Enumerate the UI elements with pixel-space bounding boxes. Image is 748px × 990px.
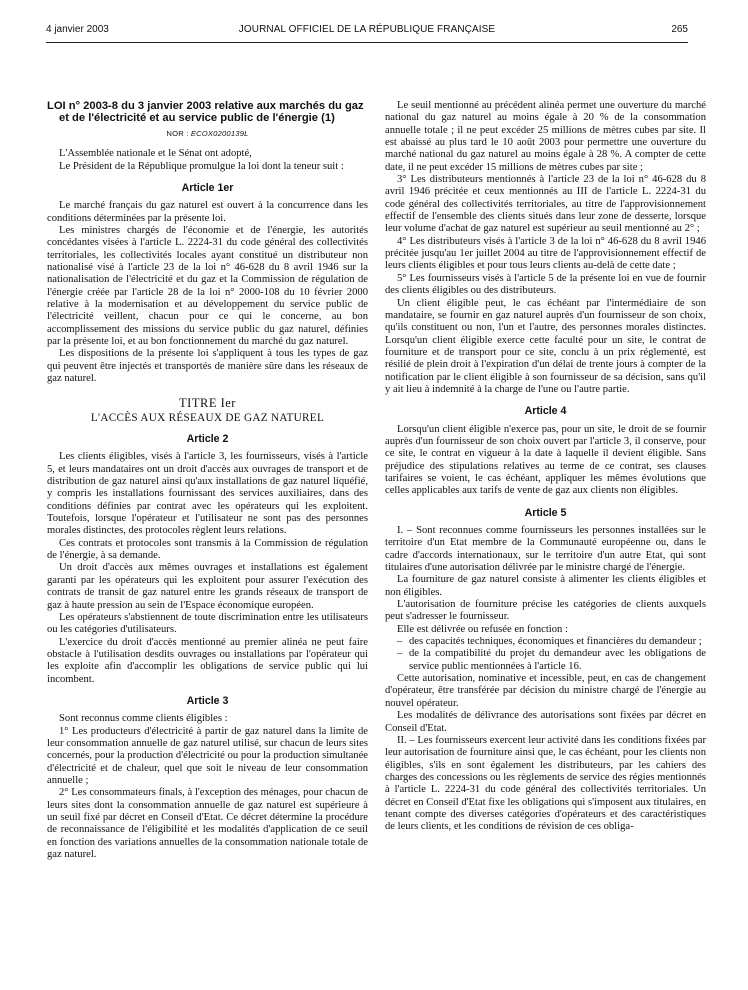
article-1-paragraph: Les ministres chargés de l'économie et de l'énergie, les autorités concédantes visées à l'article L. 2224-31 du code général des collectivités territoriales, les collectivités locales ayant constitué un distributeur non nationalisé visé à l'article 23 de la loi n° 46-628 du 8 avril 1946 sur la nationalisation de l'électricité et du gaz et la Commission de régulation de l'énergie créée par l'article 28 de la loi n° 2000-108 du 10 février 2000 relative à la modernisation et au développement du service public de l'électricité veillent, chacun pour ce qui le concerne, au bon accomplissement des missions du service public du gaz naturel, définies par la présente loi, et au bon fonctionnement du marché du gaz naturel. bbox=[47, 224, 368, 347]
article-5-paragraph: II. – Les fournisseurs exercent leur activité dans les conditions fixées par leur autorisation de fourniture ainsi que, le cas échéant, pour les clients non éligibles, s'ils en sont également les distributeurs, par les cahiers des charges des concessions ou les règlements de service des régies mentionnés à l'article L. 2224-31 du code général des collectivités territoriales. Un décret en Conseil d'Etat fixe les obligations qui s'imposent aux titulaires, en tenant compte des diverses catégories d'opérateurs et des caractéristiques de leurs clients, et les conditions de révision de ces obliga- bbox=[385, 734, 706, 833]
article-3-paragraph: Un client éligible peut, le cas échéant par l'intermédiaire de son mandataire, se fournir en gaz naturel auprès d'un fournisseur de son choix, qu'ils constituent ou non, l'un et l'autre, des personnes morales distinctes. Lorsqu'un client éligible exerce cette faculté pour un site, le contrat de fourniture et de transport pour ce site, conclu à un prix réglementé, est résilié de plein droit à l'expiration d'un délai de trente jours à compter de la notification par le client éligible à son fournisseur de sa décision, sans qu'il y ait lieu à indemnité à la charge de l'une ou l'autre partie. bbox=[385, 297, 706, 395]
article-5-paragraph: Elle est délivrée ou refusée en fonction : bbox=[397, 623, 568, 635]
article-5-dash-item bbox=[385, 648, 706, 673]
nor-label: NOR : bbox=[166, 128, 189, 138]
article-3-heading: Article 3 bbox=[186, 694, 229, 707]
article-3-paragraph: Le seuil mentionné au précédent alinéa permet une ouverture du marché national du gaz naturel au moins égale à 20 % de la consommation annuelle totale ; il ne peut excéder 25 millions de mètres cubes par site. Il est abaissé au plus tard le 10 août 2003 pour permettre une ouverture du marché national du gaz naturel au moins égale à 28 %. A compter de cette date, il ne peut excéder 15 millions de mètres cubes par site ; bbox=[385, 100, 706, 173]
article-5-dash-item bbox=[385, 636, 706, 648]
page-header bbox=[46, 24, 688, 40]
article-3-paragraph: 4° Les distributeurs visés à l'article 3 de la loi n° 46-628 du 8 avril 1946 précitée jusqu'au 1er juillet 2004 au titre de l'approvisionnement effectif de leurs clients éligibles et pour tous leurs clients au-delà de cette date ; bbox=[385, 235, 706, 272]
intro-paragraph: L'Assemblée nationale et le Sénat ont adopté, bbox=[59, 148, 252, 160]
article-4-heading: Article 4 bbox=[524, 405, 567, 418]
article-5-paragraph: La fourniture de gaz naturel consiste à alimenter les clients éligibles et non éligibles. bbox=[385, 574, 706, 598]
dash-bullet: – bbox=[397, 648, 403, 660]
article-2-paragraph: Ces contrats et protocoles sont transmis à la Commission de régulation de l'énergie, à sa demande. bbox=[47, 537, 368, 562]
dash-item-text: de la compatibilité du projet du demandeur avec les obligations de service public mentionnées à l'article 16. bbox=[409, 648, 706, 672]
titre-1-subheading: L'ACCÈS AUX RÉSEAUX DE GAZ NATUREL bbox=[90, 411, 325, 424]
article-5-paragraph: Les modalités de délivrance des autorisations sont fixées par décret en Conseil d'Etat. bbox=[385, 710, 706, 734]
article-4-paragraph: Lorsqu'un client éligible n'exerce pas, pour un site, le droit de se fournir auprès d'un fournisseur de son choix ouvert par l'article 3, il conserve, pour ce site, le contrat en vigueur à la date à laquelle il devient éligible. Sans préjudice des stipulations relatives au terme de ce contrat, ses clauses tarifaires se voient, le cas échéant, appliquer les mêmes évolutions que celles applicables aux tarifs de vente de gaz aux clients non éligibles. bbox=[385, 423, 706, 497]
nor-code: ECOX0200139L bbox=[190, 128, 249, 138]
header-rule bbox=[46, 42, 688, 43]
article-3-paragraph: 1° Les producteurs d'électricité à partir de gaz naturel dans la limite de leur consommation annuelle de gaz naturel utilisé, sur chacun de leurs sites concernés, pour la production d'électricité ou pour la production simultanée d'électricité et de chaleur, quel que soit le niveau de leur consommation annuelle ; bbox=[47, 725, 368, 786]
article-3-paragraph: 5° Les fournisseurs visés à l'article 5 de la présente loi en vue de fournir des clients éligibles ou des distributeurs. bbox=[385, 272, 706, 297]
article-2-paragraph: Les opérateurs s'abstiennent de toute discrimination entre les utilisateurs ou les catégories d'utilisateurs. bbox=[47, 611, 368, 636]
left-column bbox=[47, 100, 368, 861]
article-3-paragraph: Sont reconnus comme clients éligibles : bbox=[59, 713, 228, 725]
article-1-paragraph: Le marché français du gaz naturel est ouvert à la concurrence dans les conditions déterminées par la présente loi. bbox=[47, 200, 368, 224]
article-5-paragraph: L'autorisation de fourniture précise les catégories de clients auxquels peut s'adresser le fournisseur. bbox=[385, 599, 706, 623]
article-2-paragraph: L'exercice du droit d'accès mentionné au premier alinéa ne peut faire obstacle à l'utilisation desdits ouvrages ou installations par l'opérateur qui les exploite afin d'accomplir les obligations de service public qui lui incombent. bbox=[47, 636, 368, 685]
dash-bullet: – bbox=[397, 636, 403, 648]
article-1-paragraph: Les dispositions de la présente loi s'appliquent à tous les types de gaz qui peuvent être injectés et transportés de manière sûre dans les réseaux de gaz naturel. bbox=[47, 348, 368, 384]
article-2-paragraph: Les clients éligibles, visés à l'article 3, les fournisseurs, visés à l'article 5, et leurs mandataires ont un droit d'accès aux ouvrages de transport et de distribution de gaz naturel ainsi qu'aux installations de gaz naturel liquéfié, y compris les installations fournissant des services auxiliaires, dans des conditions définies par contrat avec les opérateurs qui les exploitent. Toutefois, lorsque l'opérateur et l'utilisateur ne sont pas des personnes morales distinctes, des protocoles règlent leurs relations. bbox=[47, 451, 368, 537]
article-5-heading: Article 5 bbox=[524, 506, 567, 519]
article-1-heading: Article 1er bbox=[181, 181, 234, 194]
dash-item-text: des capacités techniques, économiques et financières du demandeur ; bbox=[409, 636, 702, 648]
article-5-paragraph: I. – Sont reconnues comme fournisseurs les personnes installées sur le territoire d'un Etat membre de la Communauté européenne ou, dans le cadre d'accords internationaux, sur le territoire d'un autre Etat, qui sont titulaires d'une autorisation délivrée par le ministre chargé de l'énergie. bbox=[385, 525, 706, 574]
article-3-paragraph: 2° Les consommateurs finals, à l'exception des ménages, pour chacun de leurs sites dont la consommation annuelle de gaz naturel est supérieure à un seuil fixé par décret en Conseil d'Etat. Ce décret détermine la procédure de reconnaissance de l'éligibilité et les modalités d'application de ce seuil en fonction des variations annuelles de la consommation nationale totale de gaz naturel. bbox=[47, 787, 368, 861]
header-date: 4 janvier 2003 bbox=[46, 24, 109, 35]
article-5-paragraph: Cette autorisation, nominative et incessible, peut, en cas de changement d'opérateur, être transférée par décision du ministre chargé de l'énergie au nouvel opérateur. bbox=[385, 673, 706, 709]
nor-reference bbox=[47, 128, 368, 140]
right-column bbox=[385, 100, 706, 834]
header-page-number: 265 bbox=[671, 24, 688, 35]
intro-paragraph: Le Président de la République promulgue la loi dont la teneur suit : bbox=[59, 160, 344, 172]
law-title: LOI n° 2003-8 du 3 janvier 2003 relative aux marchés du gaz et de l'électricité et au service public de l'énergie (1) bbox=[47, 100, 364, 125]
header-journal-title: JOURNAL OFFICIEL DE LA RÉPUBLIQUE FRANÇAISE bbox=[238, 24, 496, 35]
article-3-paragraph: 3° Les distributeurs mentionnés à l'article 23 de la loi n° 46-628 du 8 avril 1946 précitée et ceux mentionnés au III de l'article L. 2224-31 du code général des collectivités territoriales, au titre de l'approvisionnement effectif de l'ensemble des clients situés dans leur zone de desserte, lorsque leur volume d'achat de gaz naturel est supérieur au seuil mentionné au 2° ; bbox=[385, 174, 706, 235]
article-2-heading: Article 2 bbox=[186, 433, 229, 446]
article-2-paragraph: Un droit d'accès aux mêmes ouvrages et installations est également garanti par les opérateurs qui les exploitent pour assurer l'exécution des contrats de transit de gaz naturel entre les grands réseaux de transport de gaz à haute pression au sein de l'Espace économique européen. bbox=[47, 562, 368, 611]
titre-1-heading: TITRE Ier bbox=[179, 396, 236, 411]
